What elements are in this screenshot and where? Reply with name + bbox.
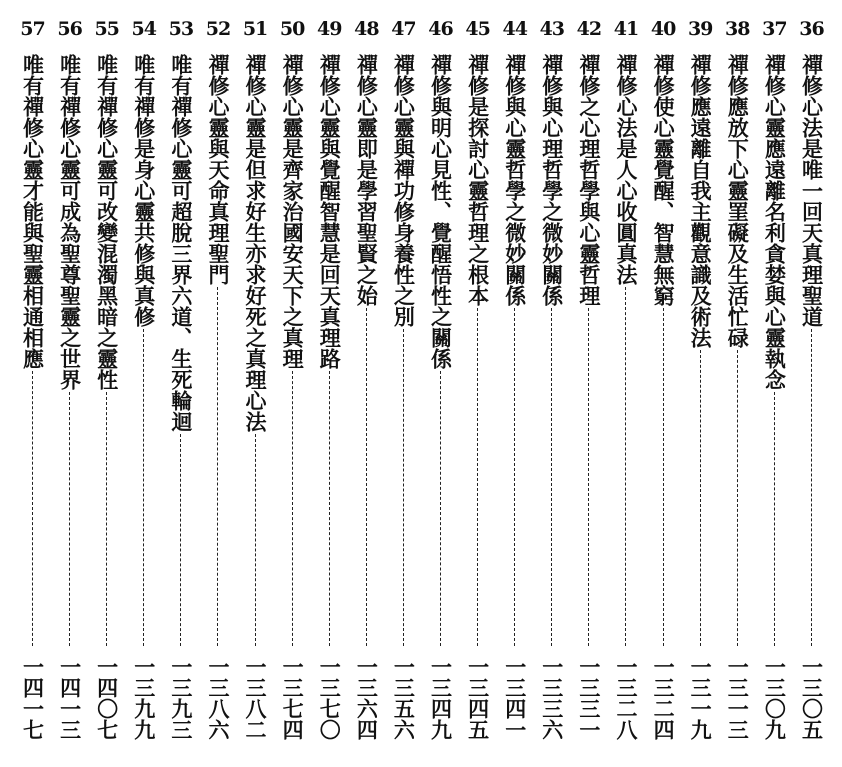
dotted-leader bbox=[106, 392, 107, 646]
entry-number: 54 bbox=[131, 18, 156, 40]
entry-number: 56 bbox=[57, 18, 82, 40]
entry-page: 一三二四 bbox=[651, 656, 677, 740]
entry-title: 唯有禪修心靈才能與聖靈相通相應 bbox=[20, 54, 46, 369]
entry-title: 禪修與心靈哲學之微妙關係 bbox=[502, 54, 528, 306]
entry-page: 一四一七 bbox=[20, 656, 46, 740]
toc-entry-46[interactable] bbox=[422, 18, 459, 758]
entry-page: 一三五六 bbox=[391, 656, 417, 740]
entry-page: 一三四一 bbox=[502, 656, 528, 740]
entry-number: 52 bbox=[205, 18, 231, 40]
dotted-leader bbox=[700, 350, 701, 646]
entry-page: 一三一三 bbox=[725, 656, 751, 740]
dotted-leader bbox=[366, 308, 367, 646]
entry-number: 42 bbox=[576, 18, 602, 40]
toc-entry-52[interactable] bbox=[199, 18, 236, 758]
entry-number: 41 bbox=[613, 18, 639, 40]
entry-title: 禪修心法是唯一回天真理聖道 bbox=[799, 54, 825, 327]
entry-page: 一三〇九 bbox=[762, 656, 788, 740]
entry-number: 53 bbox=[168, 18, 194, 40]
entry-number: 44 bbox=[502, 18, 527, 40]
toc-entry-48[interactable] bbox=[348, 18, 385, 758]
entry-title: 禪修心靈是齊家治國安天下之真理 bbox=[280, 54, 306, 369]
entry-title: 禪修心靈與天命真理聖門 bbox=[205, 54, 231, 285]
dotted-leader bbox=[588, 308, 589, 646]
entry-number: 36 bbox=[799, 18, 824, 40]
entry-number: 47 bbox=[391, 18, 416, 40]
entry-page: 一三九三 bbox=[168, 656, 194, 740]
dotted-leader bbox=[180, 434, 181, 646]
entry-page: 一三七〇 bbox=[317, 656, 343, 740]
entry-number: 57 bbox=[20, 18, 45, 40]
toc-entry-45[interactable] bbox=[459, 18, 496, 758]
entry-title: 唯有禪修是身心靈共修與真修 bbox=[131, 54, 157, 327]
entry-page: 一三八六 bbox=[205, 656, 231, 740]
entry-page: 一三八二 bbox=[243, 656, 269, 740]
entry-number: 40 bbox=[650, 18, 676, 40]
entry-page: 一三七四 bbox=[280, 656, 306, 740]
dotted-leader bbox=[774, 392, 775, 646]
entry-number: 46 bbox=[428, 18, 453, 40]
entry-title: 禪修心靈即是學習聖賢之始 bbox=[354, 54, 380, 306]
dotted-leader bbox=[329, 371, 330, 646]
toc-entry-41[interactable] bbox=[607, 18, 644, 758]
entry-number: 38 bbox=[725, 18, 750, 40]
entry-number: 51 bbox=[242, 18, 268, 40]
entry-page: 一四〇七 bbox=[94, 656, 120, 740]
toc-entry-55[interactable] bbox=[88, 18, 125, 758]
entry-page: 一三二八 bbox=[613, 656, 639, 740]
toc-entry-43[interactable] bbox=[533, 18, 570, 758]
toc-entry-53[interactable] bbox=[162, 18, 199, 758]
dotted-leader bbox=[143, 329, 144, 646]
dotted-leader bbox=[69, 392, 70, 646]
entry-page: 一三六四 bbox=[354, 656, 380, 740]
toc-entry-44[interactable] bbox=[496, 18, 533, 758]
toc-entry-47[interactable] bbox=[385, 18, 422, 758]
entry-title: 禪修心靈與禪功修身養性之別 bbox=[391, 54, 417, 327]
entry-page: 一三〇五 bbox=[799, 656, 825, 740]
toc-entry-39[interactable] bbox=[682, 18, 719, 758]
entry-number: 49 bbox=[317, 18, 342, 40]
entry-title: 禪修與心理哲學之微妙關係 bbox=[539, 54, 565, 306]
entry-page: 一三三一 bbox=[576, 656, 602, 740]
entry-page: 一三一九 bbox=[688, 656, 714, 740]
entry-page: 一三九九 bbox=[131, 656, 157, 740]
entry-title: 唯有禪修心靈可改變混濁黑暗之靈性 bbox=[94, 54, 120, 390]
entry-title: 唯有禪修心靈可成為聖尊聖靈之世界 bbox=[57, 54, 83, 390]
entry-number: 48 bbox=[354, 18, 379, 40]
entry-title: 禪修應遠離自我主觀意識及術法 bbox=[688, 54, 714, 348]
entry-page: 一四一三 bbox=[57, 656, 83, 740]
entry-title: 禪修心靈是但求好生亦求好死之真理心法 bbox=[243, 54, 269, 432]
dotted-leader bbox=[663, 308, 664, 646]
entry-title: 唯有禪修心靈可超脫三界六道、生死輪迴 bbox=[168, 54, 194, 432]
dotted-leader bbox=[625, 287, 626, 646]
dotted-leader bbox=[811, 329, 812, 646]
dotted-leader bbox=[292, 371, 293, 646]
entry-title: 禪修應放下心靈罣礙及生活忙碌 bbox=[725, 54, 751, 348]
toc-entry-40[interactable] bbox=[645, 18, 682, 758]
dotted-leader bbox=[551, 308, 552, 646]
toc-entry-54[interactable] bbox=[125, 18, 162, 758]
entry-page: 一三三六 bbox=[539, 656, 565, 740]
entry-page: 一三四五 bbox=[465, 656, 491, 740]
dotted-leader bbox=[477, 308, 478, 646]
entry-title: 禪修與明心見性、覺醒悟性之關係 bbox=[428, 54, 454, 369]
toc-entry-57[interactable] bbox=[14, 18, 51, 758]
dotted-leader bbox=[217, 287, 218, 646]
entry-title: 禪修心法是人心收圓真法 bbox=[613, 54, 639, 285]
dotted-leader bbox=[440, 371, 441, 646]
entry-page: 一三四九 bbox=[428, 656, 454, 740]
entry-number: 43 bbox=[539, 18, 565, 40]
dotted-leader bbox=[32, 371, 33, 646]
entry-title: 禪修心靈應遠離名利貪婪與心靈執念 bbox=[762, 54, 788, 390]
toc-entry-42[interactable] bbox=[570, 18, 607, 758]
toc-entry-36[interactable] bbox=[793, 18, 830, 758]
dotted-leader bbox=[514, 308, 515, 646]
entry-number: 39 bbox=[687, 18, 713, 40]
toc-entry-56[interactable] bbox=[51, 18, 88, 758]
dotted-leader bbox=[255, 434, 256, 646]
entry-number: 45 bbox=[465, 18, 490, 40]
toc-entry-49[interactable] bbox=[311, 18, 348, 758]
entry-title: 禪修心靈與覺醒智慧是回天真理路 bbox=[317, 54, 343, 369]
entry-number: 55 bbox=[94, 18, 119, 40]
entry-title: 禪修使心靈覺醒、智慧無窮 bbox=[651, 54, 677, 306]
entry-number: 50 bbox=[279, 18, 305, 40]
dotted-leader bbox=[737, 350, 738, 646]
dotted-leader bbox=[403, 329, 404, 646]
toc-entry-38[interactable] bbox=[719, 18, 756, 758]
toc-entry-51[interactable] bbox=[237, 18, 274, 758]
entry-title: 禪修是探討心靈哲理之根本 bbox=[465, 54, 491, 306]
toc-entry-37[interactable] bbox=[756, 18, 793, 758]
entry-number: 37 bbox=[762, 18, 787, 40]
entry-title: 禪修之心理哲學與心靈哲理 bbox=[576, 54, 602, 306]
toc-entry-50[interactable] bbox=[274, 18, 311, 758]
